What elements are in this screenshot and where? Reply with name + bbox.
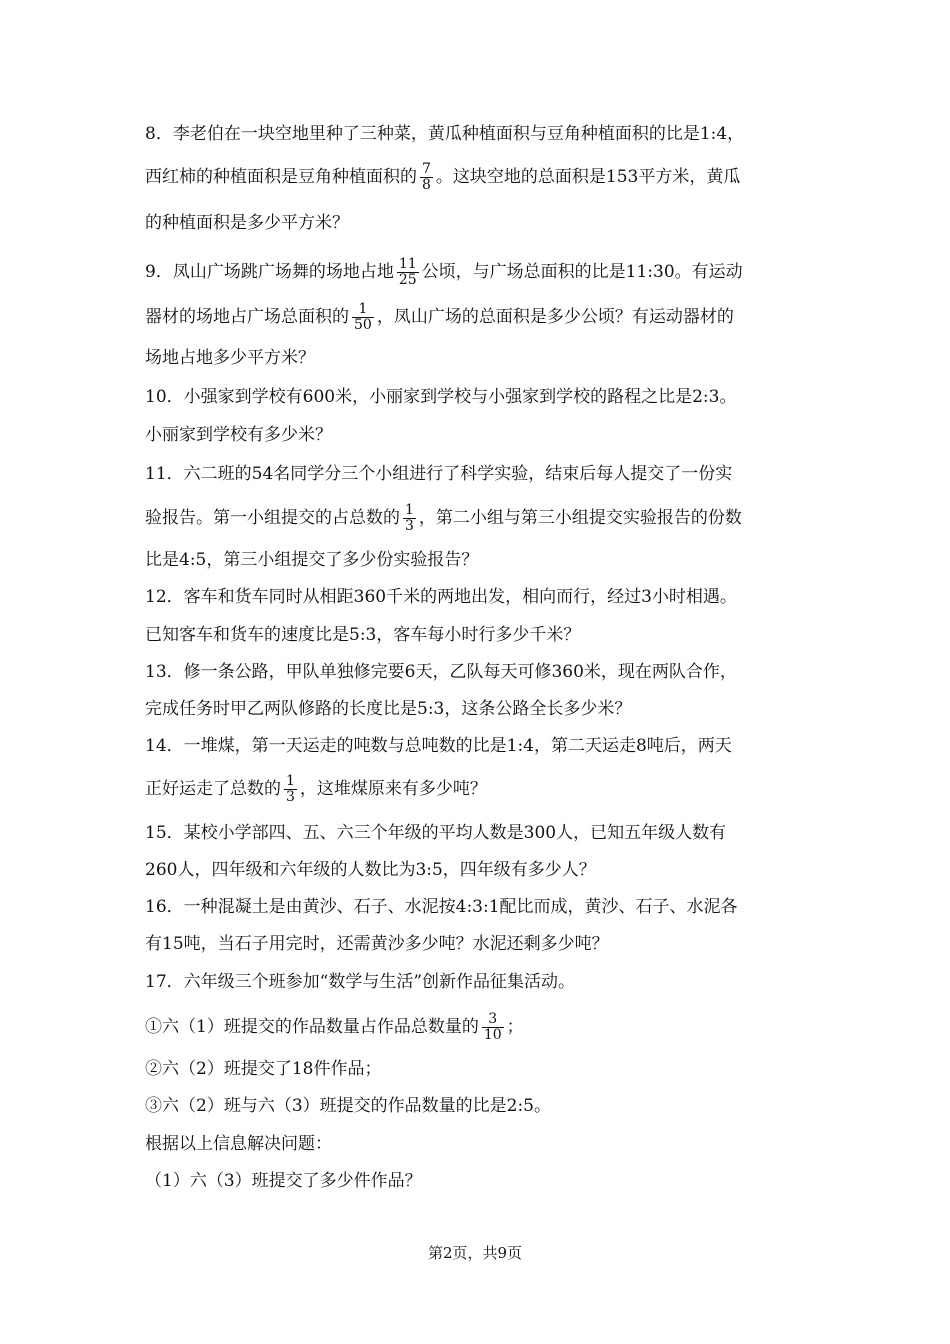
problem-17-question-1: （1）六（3）班提交了多少件作品？ bbox=[145, 1171, 422, 1191]
fraction-7-8: $\frac{7}{8}$ bbox=[422, 161, 431, 193]
problem-17-condition-3: ③六（2）班与六（3）班提交的作品数量的比是2:5。 bbox=[145, 1096, 551, 1116]
problem-17-condition-1: ①六（1）班提交的作品数量占作品总数量的 $\frac{3}{10}$ ； bbox=[145, 1011, 524, 1043]
problem-14-line-2: 正好运走了总数的 $\frac{1}{3}$ ，这堆煤原来有多少吨？ bbox=[145, 773, 487, 805]
problem-11-line-2: 验报告。第一小组提交的占总数的 $\frac{1}{3}$ ，第二小组与第三小组提交实验报告的份数 bbox=[145, 502, 742, 534]
problem-10-line-2: 小丽家到学校有多少米？ bbox=[145, 425, 332, 445]
problem-12-line-2: 已知客车和货车的速度比是5:3，客车每小时行多少千米？ bbox=[145, 625, 581, 645]
problem-9-line-1: 9．凤山广场跳广场舞的场地占地 $\frac{11}{25}$ 公顷，与广场总面积的比是11:30。有运动 bbox=[145, 256, 743, 288]
page-footer: 第2页，共9页 bbox=[427, 1244, 523, 1262]
problem-8-line-1: 8．李老伯在一块空地里种了三种菜，黄瓜种植面积与豆角种植面积的比是1:4， bbox=[145, 124, 745, 144]
problem-15-line-1: 15．某校小学部四、五、六三个年级的平均人数是300人，已知五年级人数有 bbox=[145, 823, 727, 843]
problem-17-line-1: 17．六年级三个班参加“数学与生活”创新作品征集活动。 bbox=[145, 972, 576, 992]
problem-10-line-1: 10．小强家到学校有600米，小丽家到学校与小强家到学校的路程之比是2:3。 bbox=[145, 387, 737, 407]
problem-17-condition-2: ②六（2）班提交了18件作品； bbox=[145, 1059, 382, 1079]
problem-12-line-1: 12．客车和货车同时从相距360千米的两地出发，相向而行，经过3小时相遇。 bbox=[145, 587, 737, 607]
problem-13-line-1: 13．修一条公路，甲队单独修完要6天，乙队每天可修360米，现在两队合作， bbox=[145, 662, 737, 682]
problem-9-line-3: 场地占地多少平方米？ bbox=[145, 348, 315, 368]
problem-8-line-2: 西红柿的种植面积是豆角种植面积的 $\frac{7}{8}$ 。这块空地的总面积是153平方米，黄瓜 bbox=[145, 161, 741, 193]
problem-8-line-3: 的种植面积是多少平方米？ bbox=[145, 213, 349, 233]
fraction-1-3: $\frac{1}{3}$ bbox=[286, 773, 295, 805]
fraction-1-50: $\frac{1}{50}$ bbox=[354, 301, 372, 333]
problem-11-line-1: 11．六二班的54名同学分三个小组进行了科学实验，结束后每人提交了一份实 bbox=[145, 464, 733, 484]
problem-16-line-1: 16．一种混凝土是由黄沙、石子、水泥按4:3:1配比而成，黄沙、石子、水泥各 bbox=[145, 897, 738, 917]
problem-17-instruction: 根据以上信息解决问题： bbox=[145, 1134, 332, 1154]
problem-9-line-2: 器材的场地占广场总面积的 $\frac{1}{50}$ ，凤山广场的总面积是多少公顷？有运动器材的 bbox=[145, 301, 734, 333]
problem-14-line-1: 14．一堆煤，第一天运走的吨数与总吨数的比是1:4，第二天运走8吨后，两天 bbox=[145, 736, 732, 756]
problem-11-line-3: 比是4:5，第三小组提交了多少份实验报告？ bbox=[145, 550, 479, 570]
fraction-1-3: $\frac{1}{3}$ bbox=[405, 502, 414, 534]
fraction-3-10: $\frac{3}{10}$ bbox=[483, 1011, 502, 1043]
fraction-11-25: $\frac{11}{25}$ bbox=[398, 256, 417, 288]
problem-13-line-2: 完成任务时甲乙两队修路的长度比是5:3，这条公路全长多少米？ bbox=[145, 699, 632, 719]
problem-15-line-2: 260人，四年级和六年级的人数比为3:5，四年级有多少人？ bbox=[145, 860, 596, 880]
problem-16-line-2: 有15吨，当石子用完时，还需黄沙多少吨？水泥还剩多少吨？ bbox=[145, 934, 609, 954]
